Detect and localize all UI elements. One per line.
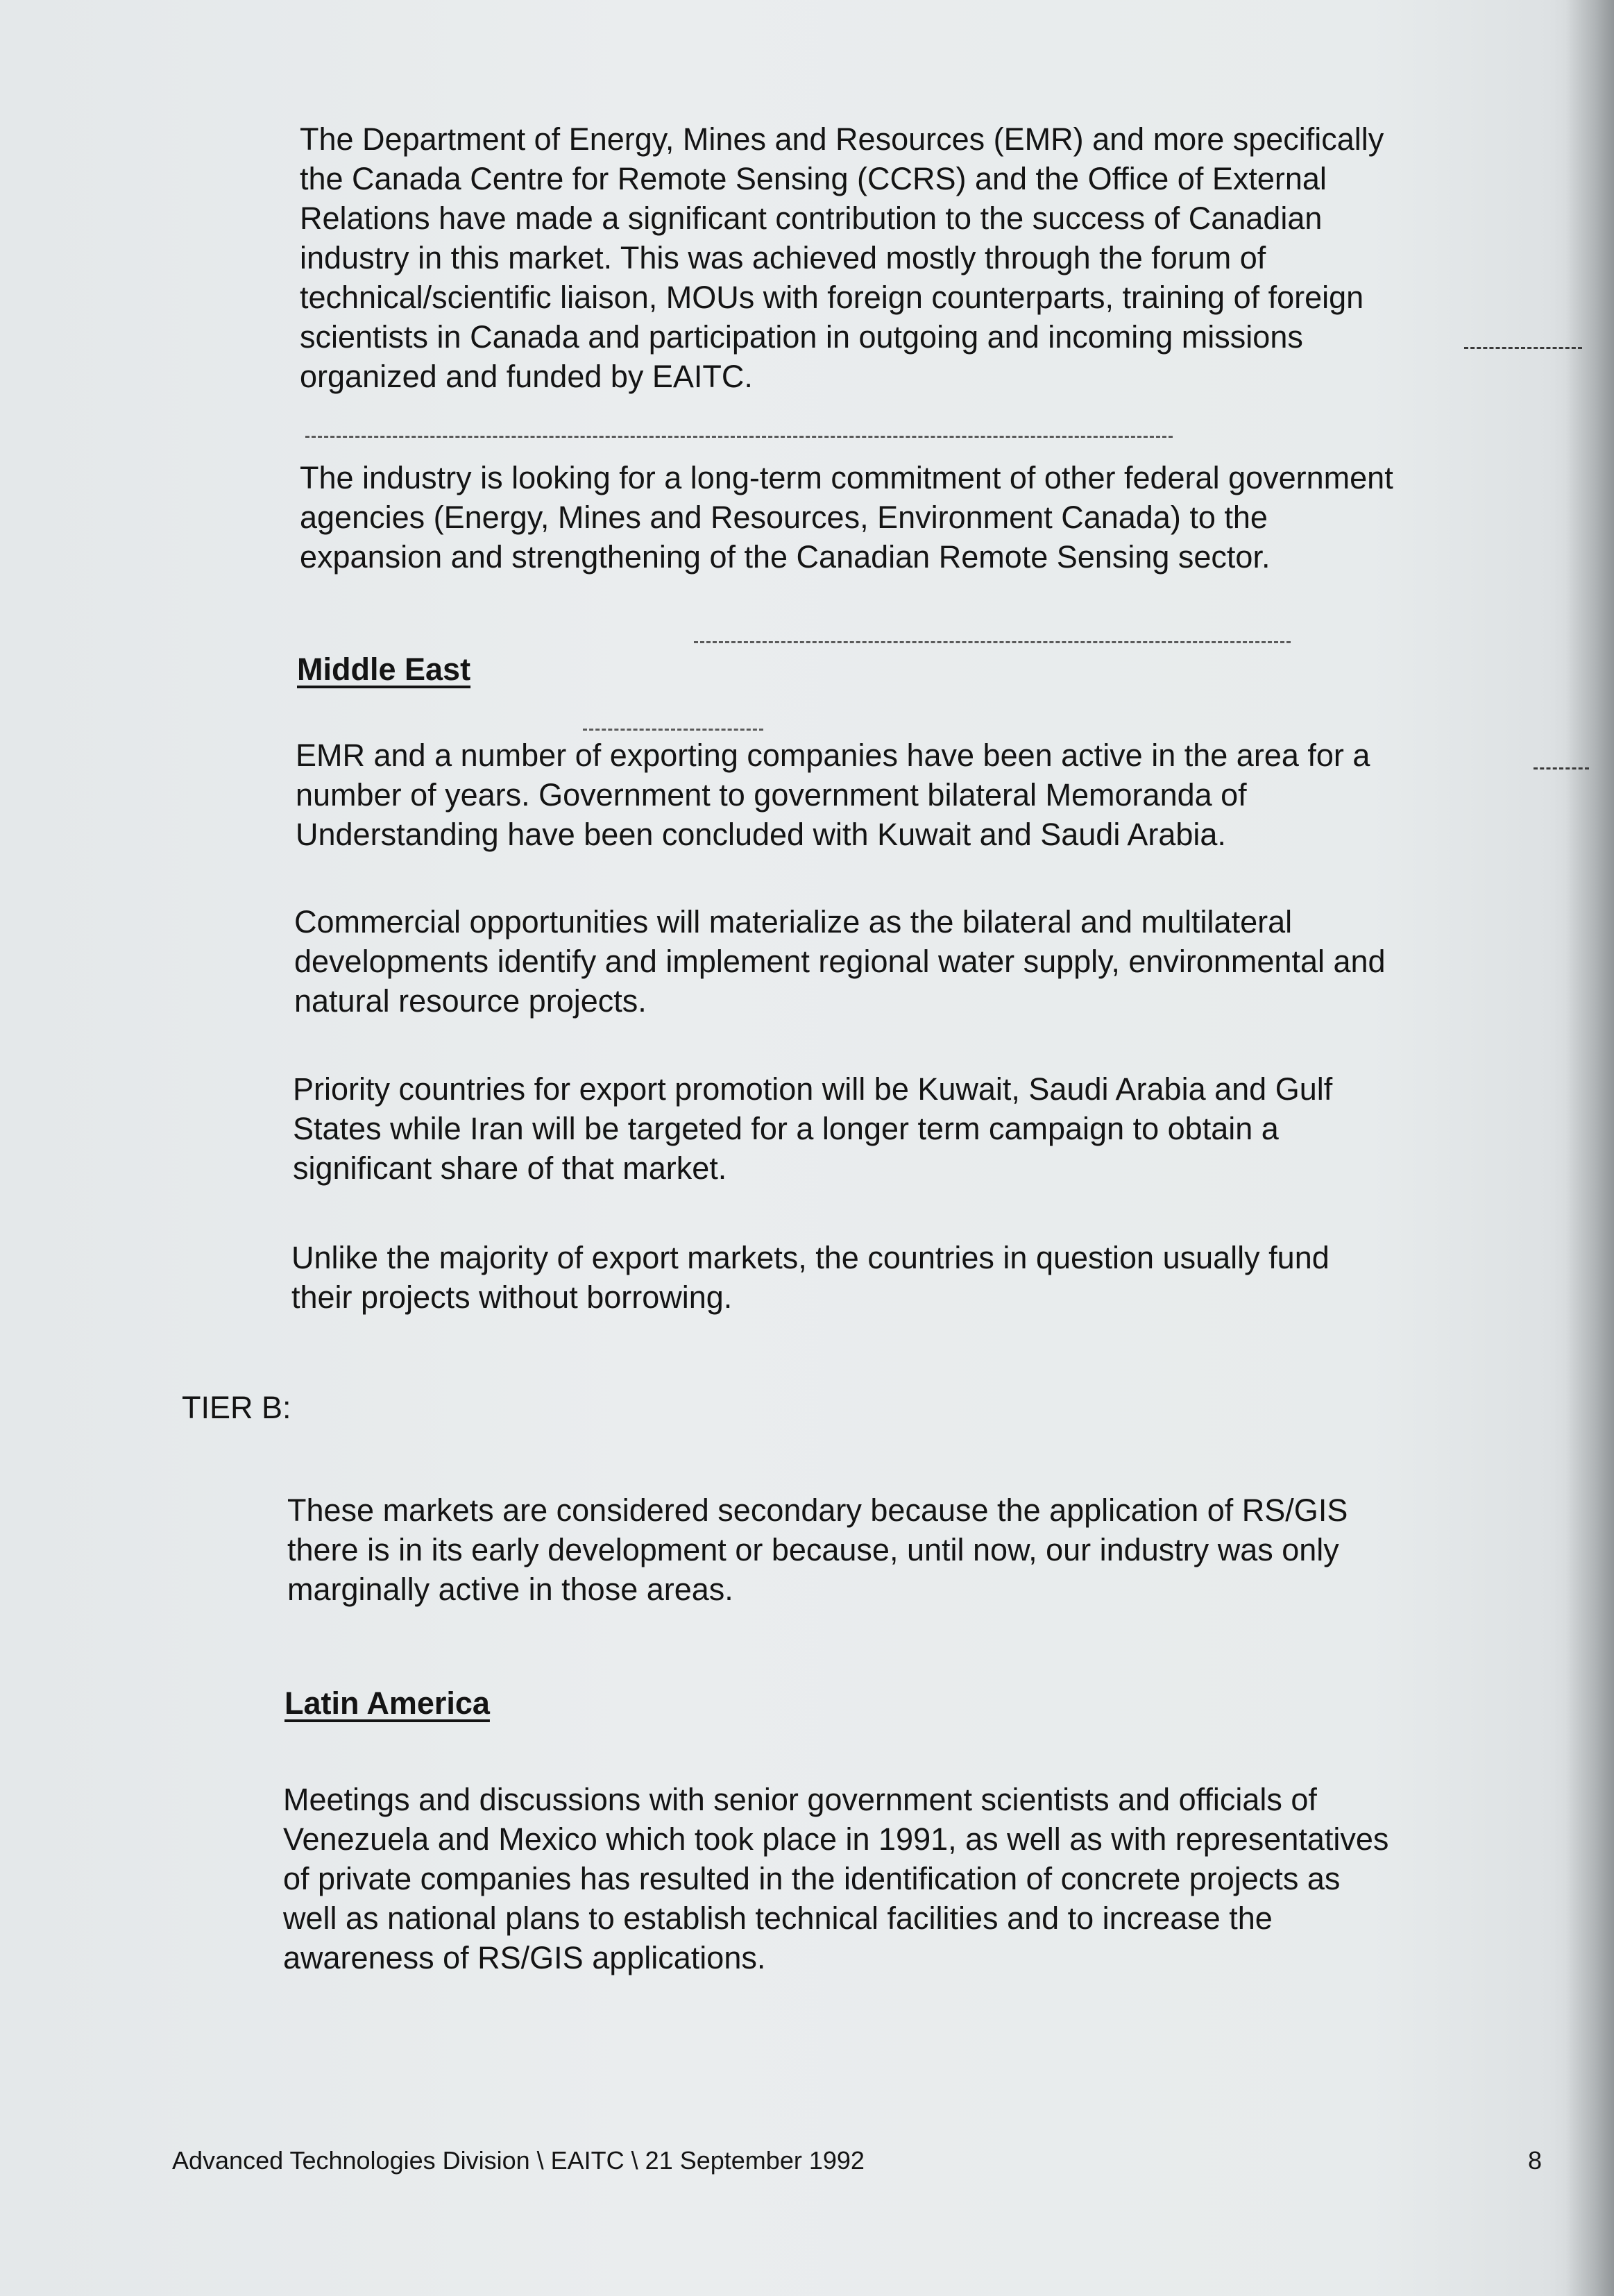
footer-division-date: Advanced Technologies Division \ EAITC \ 21 September 1992 <box>172 2146 865 2175</box>
text-line: Relations have made a significant contribution to the success of Canadian <box>300 201 1323 236</box>
page-binding-shadow <box>1565 0 1614 2296</box>
paragraph-middle-east-priority <box>293 1069 1332 1188</box>
pen-mark-line <box>694 641 1291 643</box>
text-line: their projects without borrowing. <box>291 1279 733 1315</box>
paragraph-emr-ccrs <box>300 119 1384 396</box>
text-line: Unlike the majority of export markets, the countries in question usually fund <box>291 1240 1330 1275</box>
pen-mark-line <box>1464 347 1582 349</box>
text-line: number of years. Government to government bilateral Memoranda of <box>296 777 1247 813</box>
text-line: expansion and strengthening of the Canadian Remote Sensing sector. <box>300 539 1271 575</box>
text-line: technical/scientific liaison, MOUs with foreign counterparts, training of foreign <box>300 280 1364 315</box>
section-heading-tier-b: TIER B: <box>182 1390 291 1425</box>
paragraph-middle-east-commercial <box>294 902 1386 1021</box>
text-line: developments identify and implement regional water supply, environmental and <box>294 944 1386 979</box>
page-number: 8 <box>1528 2146 1543 2175</box>
text-line: scientists in Canada and participation in outgoing and incoming missions <box>300 319 1303 355</box>
paragraph-middle-east-emr <box>296 735 1370 854</box>
section-heading-middle-east: Middle East <box>297 652 471 687</box>
text-line: significant share of that market. <box>293 1150 727 1186</box>
text-line: awareness of RS/GIS applications. <box>283 1940 766 1975</box>
text-line: Venezuela and Mexico which took place in 1991, as well as with representatives <box>283 1821 1389 1857</box>
pen-mark-line <box>583 729 763 731</box>
text-line: EMR and a number of exporting companies have been active in the area for a <box>296 738 1370 773</box>
text-line: Commercial opportunities will materialize as the bilateral and multilateral <box>294 904 1293 939</box>
text-line: industry in this market. This was achieved mostly through the forum of <box>300 240 1266 275</box>
text-line: The industry is looking for a long-term commitment of other federal government <box>300 460 1393 495</box>
text-line: The Department of Energy, Mines and Resources (EMR) and more specifically <box>300 121 1384 157</box>
pen-mark-line <box>305 436 1173 438</box>
text-line: Priority countries for export promotion will be Kuwait, Saudi Arabia and Gulf <box>293 1071 1333 1107</box>
text-line: These markets are considered secondary because the application of RS/GIS <box>287 1493 1348 1528</box>
text-line: the Canada Centre for Remote Sensing (CCRS) and the Office of External <box>300 161 1327 196</box>
text-line: Meetings and discussions with senior government scientists and officials of <box>283 1782 1317 1817</box>
text-line: there is in its early development or because, until now, our industry was only <box>287 1532 1339 1567</box>
text-line: marginally active in those areas. <box>287 1572 733 1607</box>
text-line: of private companies has resulted in the identification of concrete projects as <box>283 1861 1341 1896</box>
paragraph-latin-america-meetings <box>283 1780 1388 1978</box>
paragraph-middle-east-unlike <box>291 1238 1330 1317</box>
text-line: States while Iran will be targeted for a longer term campaign to obtain a <box>293 1111 1279 1146</box>
text-line: natural resource projects. <box>294 983 647 1019</box>
text-line: organized and funded by EAITC. <box>300 359 753 394</box>
text-line: Understanding have been concluded with Kuwait and Saudi Arabia. <box>296 817 1226 852</box>
text-line: well as national plans to establish technical facilities and to increase the <box>283 1900 1273 1936</box>
pen-mark-line <box>1534 767 1589 769</box>
text-line: agencies (Energy, Mines and Resources, Environment Canada) to the <box>300 500 1268 535</box>
paragraph-industry-commitment <box>300 458 1393 577</box>
section-heading-latin-america: Latin America <box>284 1685 490 1721</box>
paragraph-tier-b <box>287 1490 1348 1609</box>
